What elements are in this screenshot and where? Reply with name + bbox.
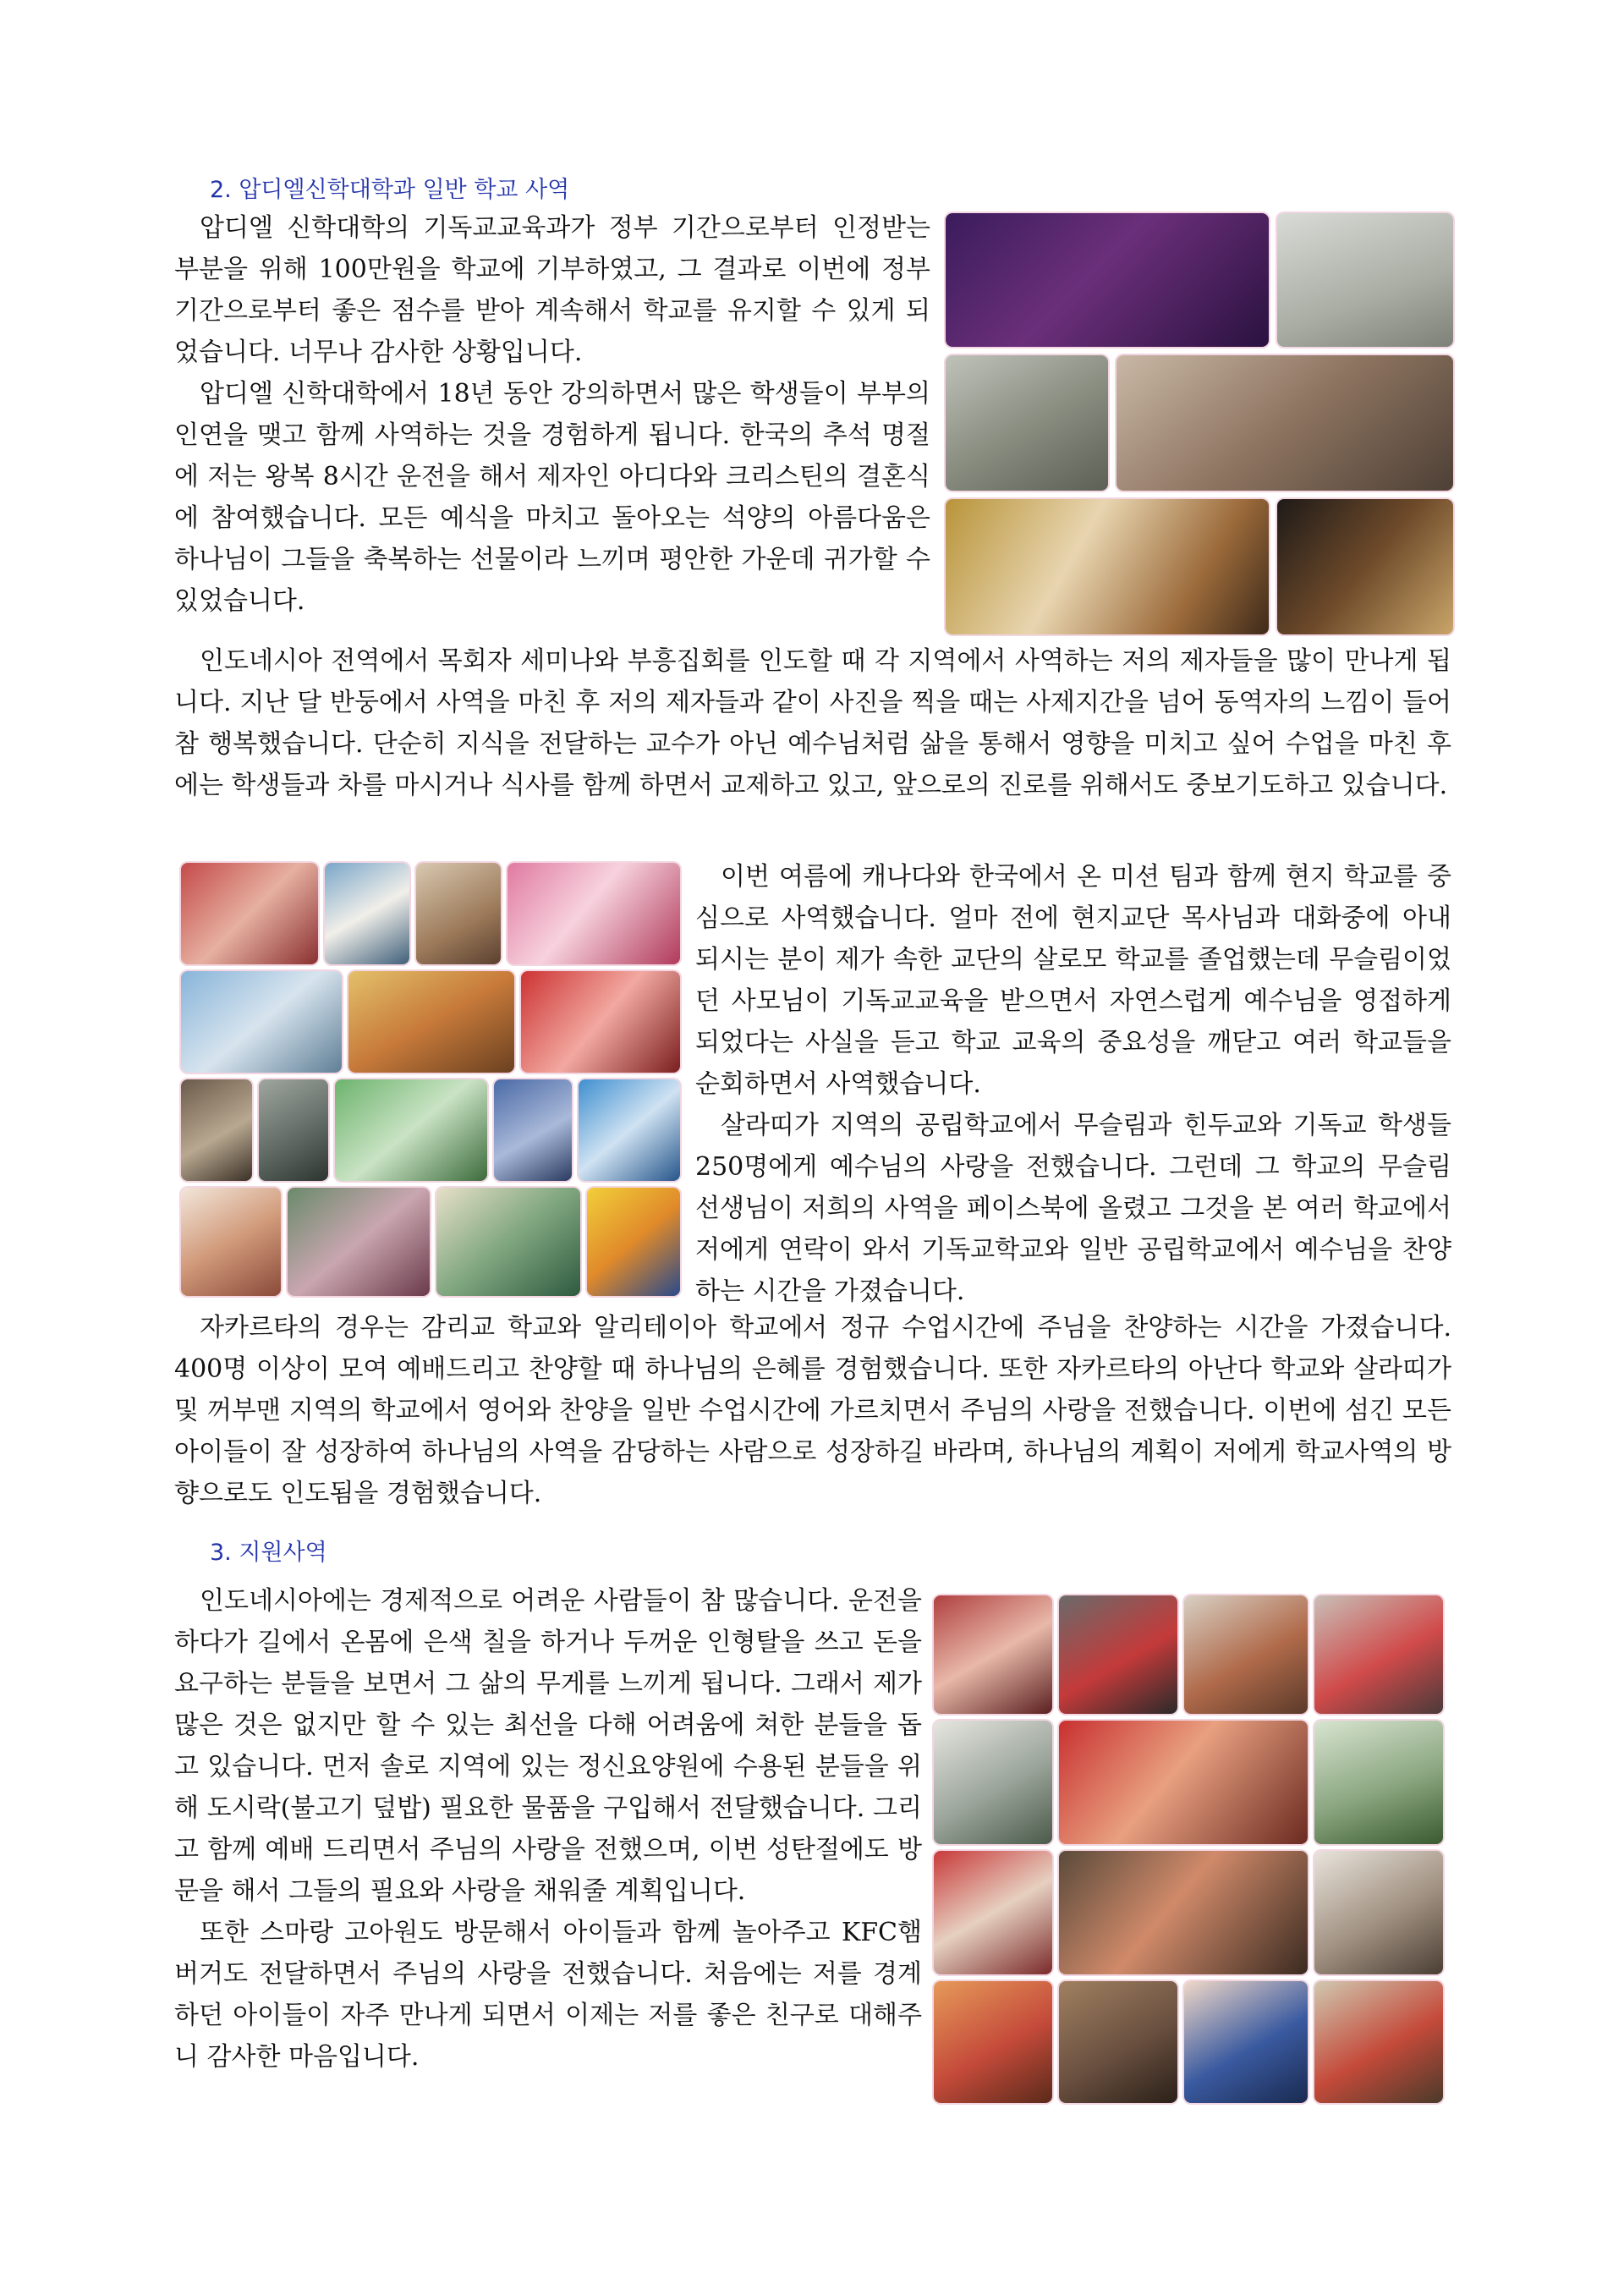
photo-team-member [325,863,409,964]
photo-hallway [934,1721,1052,1844]
photo-green-school [335,1079,487,1181]
photo-lecture-room [946,355,1108,491]
photo-students-group [946,213,1269,347]
photo-room-visit [1184,1595,1308,1714]
photo-pink-balloons [508,863,680,964]
paragraph: 압디엘 신학대학에서 18년 동안 강의하면서 많은 학생들이 부부의 인연을 맺고 함께 사역하는 것을 경험하게 됩니다. 한국의 추석 명절에 저는 왕복 8시간 운전을 해서 제자인 아디다와 크리스틴의 결혼식에 참여했습니다. 모든 예식을 마치고 돌아오는 석양의 아름다움은 하나님이 그들을 축복하는 선물이라 느끼며 평안한 가운데 귀가할 수 있었습니다. [174,379,930,616]
paragraph: 압디엘 신학대학의 기독교교육과가 정부 기간으로부터 인정받는 부분을 위해 100만원을 학교에 기부하였고, 그 결과로 이번에 정부기간으로부터 좋은 점수를 받아 계속해서 학교를 유지할 수 있게 되었습니다. 너무나 감사한 상황입니다. [174,213,930,367]
photo-assembly [494,1079,572,1181]
section-2-mission-text [695,856,1451,1312]
paragraph: 이번 여름에 캐나다와 한국에서 온 미션 팀과 함께 현지 학교를 중심으로 사역했습니다. 얼마 전에 현지교단 목사님과 대화중에 아내 되시는 분이 제가 속한 교단의 살로모 학교를 졸업했는데 무슬림이었던 사모님이 기독교교육을 받으면서 자연스럽게 예수님을 영접하게 되었다는 사실을 듣고 학교 교육의 중요성을 깨닫고 여러 학교들을 순회하면서 사역했습니다. [695,862,1451,1099]
photo-meal-time [1059,1721,1308,1844]
photo-students-seated [259,1079,328,1181]
section-2-jakarta-text [174,1307,1451,1514]
photo-blue-building [579,1079,680,1181]
photo-shelter-visit [934,1595,1052,1714]
photo-girl-eating [181,1188,281,1296]
paragraph: 살라띠가 지역의 공립학교에서 무슬림과 힌두교와 기독교 학생들 250명에게 예수님의 사랑을 전했습니다. 그런데 그 학교의 무슬림 선생님이 저희의 사역을 페이스북에 올렸고 그것을 본 여러 학교에서 저에게 연락이 와서 기독교학교와 일반 공립학교에서 예수님을 찬양하는 시간을 가졌습니다. [695,1111,1451,1306]
photo-collage-school-mission [181,863,680,1296]
photo-children-line [1314,1851,1443,1974]
photo-school-crowd [181,863,318,964]
photo-man-in-red [1059,1595,1177,1714]
photo-school-banner [436,1188,580,1296]
paragraph: 인도네시아 전역에서 목회자 세미나와 부흥집회를 인도할 때 각 지역에서 사역하는 저의 제자들을 많이 만나게 됩니다. 지난 달 반둥에서 사역을 마친 후 저의 제자들과 같이 사진을 찍을 때는 사제지간을 넘어 동역자의 느낌이 들어 참 행복했습니다. 단순히 지식을 전달하는 교수가 아닌 예수님처럼 삶을 통해서 영향을 미치고 싶어 수업을 마친 후에는 학생들과 차를 마시거나 식사를 함께 하면서 교제하고 있고, 앞으로의 진로를 위해서도 중보기도하고 있습니다. [174,646,1451,800]
section-3-text [174,1580,922,2078]
paragraph: 자카르타의 경우는 감리교 학교와 알리테이아 학교에서 정규 수업시간에 주님을 찬양하는 시간을 가졌습니다. 400명 이상이 모여 예배드리고 찬양할 때 하나님의 은혜를 경험했습니다. 또한 자카르타의 아난다 학교와 살라띠가 및 꺼부맨 지역의 학교에서 영어와 찬양을 일반 수업시간에 가르치면서 주님의 사랑을 전했습니다. 이번에 섬긴 모든 아이들이 잘 성장하여 하나님의 사역을 감당하는 사람으로 성장하길 바라며, 하나님의 계획이 저에게 학교사역의 방향으로도 인도됨을 경험했습니다. [174,1313,1451,1508]
photo-wedding-stage [1277,499,1453,634]
photo-classroom-kids [348,971,514,1073]
photo-red-shirts-group [934,1851,1052,1974]
photo-school-building [181,971,342,1073]
photo-children-smiling [416,863,501,964]
section-2-disciples-text [174,640,1451,806]
photo-classroom-play [1059,1981,1177,2103]
photo-collage-support [934,1595,1443,2103]
photo-kids-orange [934,1981,1052,2103]
photo-outdoor-tree [1314,1721,1443,1844]
photo-collage-school-wedding [946,213,1453,634]
section-2-heading: 2. 압디엘신학대학과 일반 학교 사역 [210,177,570,203]
section-3-heading: 3. 지원사역 [210,1540,327,1566]
photo-sitting-floor [1314,1595,1443,1714]
photo-teachers [288,1188,430,1296]
paragraph: 인도네시아에는 경제적으로 어려운 사람들이 참 많습니다. 운전을 하다가 길에서 온몸에 은색 칠을 하거나 두꺼운 인형탈을 쓰고 돈을 요구하는 분들을 보면서 그 삶의 무게를 느끼게 됩니다. 그래서 제가 많은 것은 없지만 할 수 있는 최선을 다해 어려움에 쳐한 분들을 돕고 있습니다. 먼저 솔로 지역에 있는 정신요양원에 수용된 분들을 위해 도시락(불고기 덮밥) 필요한 물품을 구입해서 전달했습니다. 그리고 함께 예배 드리면서 주님의 사랑을 전했으며, 이번 성탄절에도 방문을 해서 그들의 필요와 사랑을 채워줄 계획입니다. [174,1586,922,1906]
photo-woman-child [1184,1981,1308,2103]
photo-tea-with-students [1116,355,1453,491]
photo-classroom [1277,213,1453,347]
photo-hall-gathering [181,1079,252,1181]
section-2-intro-text [174,207,930,622]
photo-yellow-uniforms [587,1188,680,1296]
photo-orphans-outdoor [1314,1981,1443,2103]
photo-red-uniforms [521,971,680,1073]
photo-wedding-couple [946,499,1269,634]
photo-orphanage-crowd [1059,1851,1308,1974]
paragraph: 또한 스마랑 고아원도 방문해서 아이들과 함께 놀아주고 KFC햄버거도 전달하면서 주님의 사랑을 전했습니다. 처음에는 저를 경계하던 아이들이 자주 만나게 되면서 이제는 저를 좋은 친구로 대해주니 감사한 마음입니다. [174,1918,922,2072]
